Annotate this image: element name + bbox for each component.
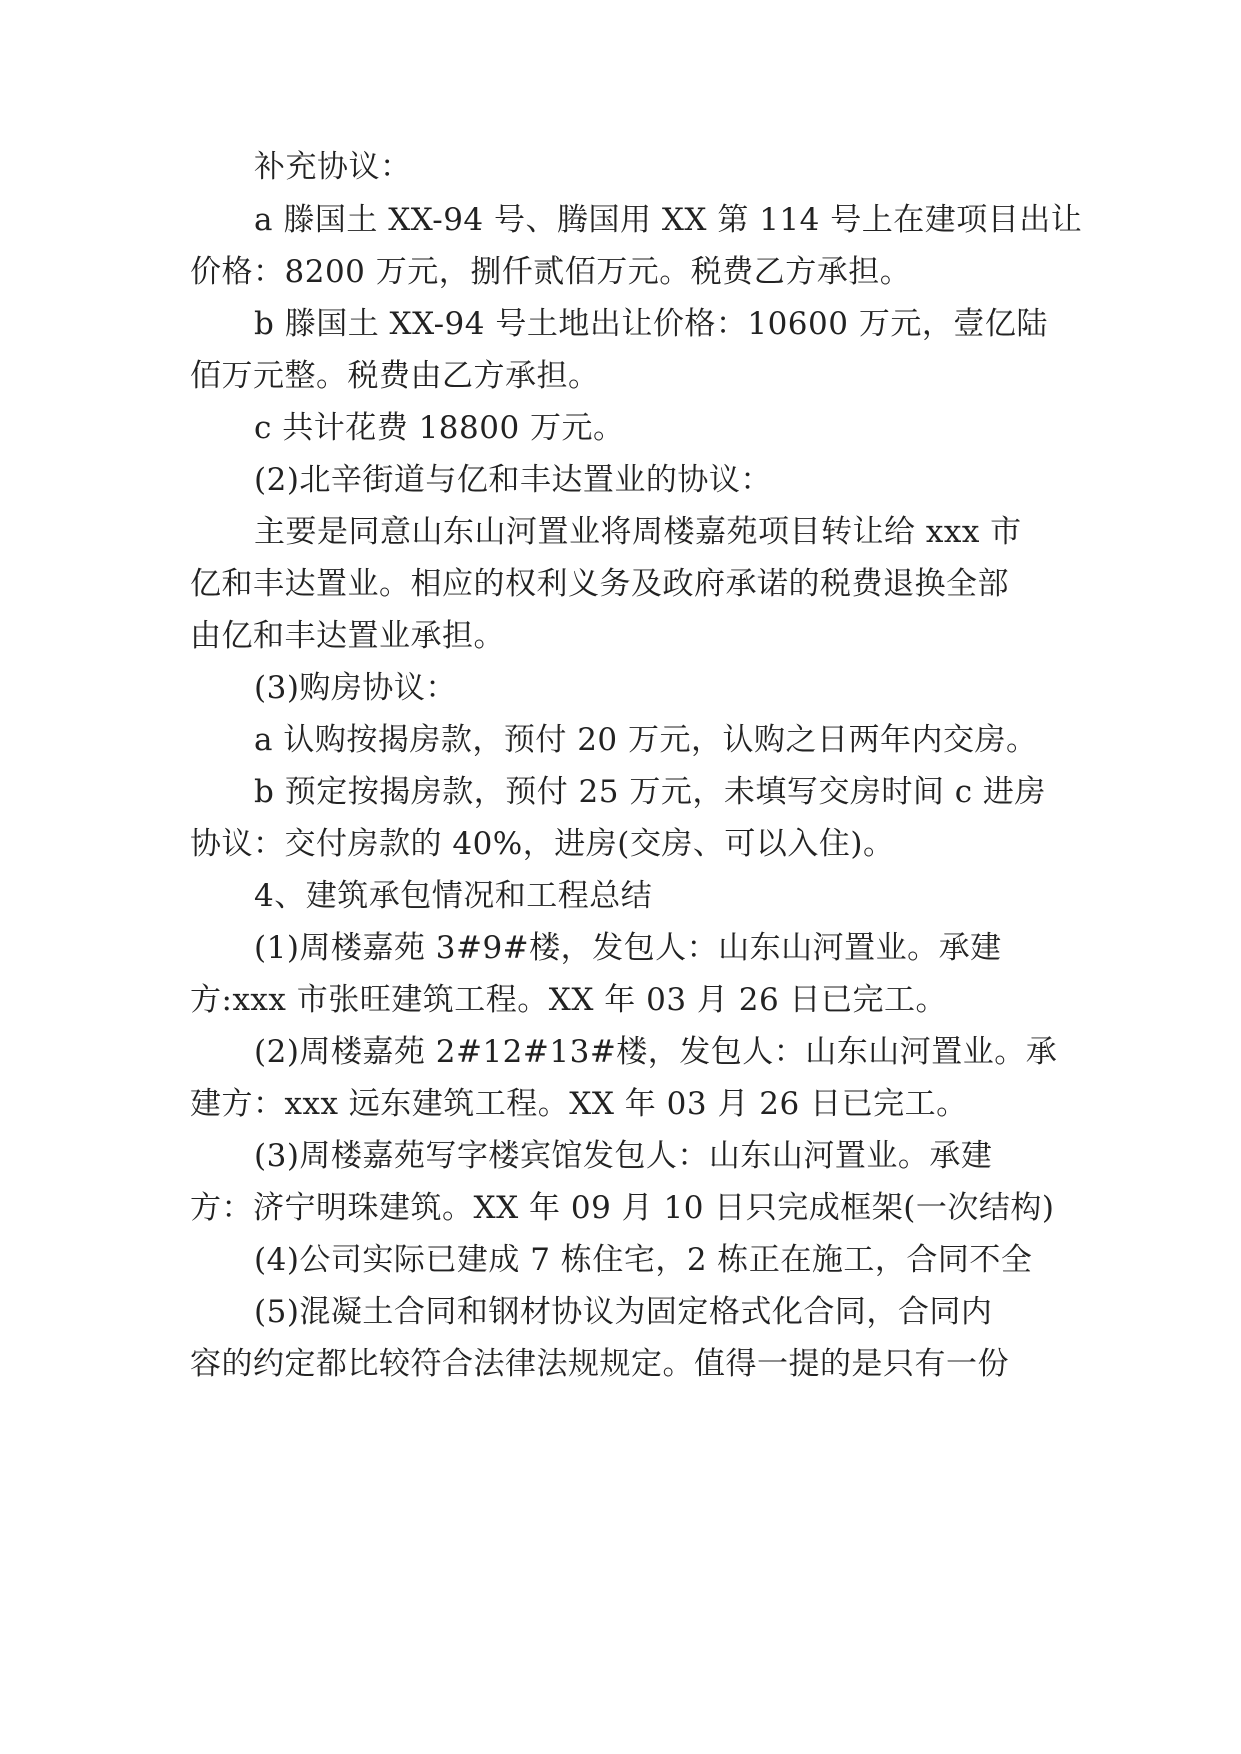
text-line: 方：济宁明珠建筑。XX 年 09 月 10 日只完成框架(一次结构) [190, 1190, 1055, 1226]
text-line: (5)混凝土合同和钢材协议为固定格式化合同，合同内 [254, 1294, 993, 1330]
text-line: 容的约定都比较符合法律法规规定。值得一提的是只有一份 [190, 1346, 1009, 1382]
text-line: (2)北辛街道与亿和丰达置业的协议： [254, 462, 772, 498]
text-line: 亿和丰达置业。相应的权利义务及政府承诺的税费退换全部 [190, 566, 1009, 602]
text-line: 4、建筑承包情况和工程总结 [254, 878, 653, 914]
text-line: c 共计花费 18800 万元。 [254, 410, 625, 446]
text-line: 主要是同意山东山河置业将周楼嘉苑项目转让给 xxx 市 [254, 514, 1022, 550]
text-line: (3)周楼嘉苑写字楼宾馆发包人：山东山河置业。承建 [254, 1138, 993, 1174]
text-line: (1)周楼嘉苑 3#9#楼，发包人：山东山河置业。承建 [254, 930, 1002, 966]
text-line: a 认购按揭房款，预付 20 万元，认购之日两年内交房。 [254, 722, 1038, 758]
text-line: 价格：8200 万元，捌仟贰佰万元。税费乙方承担。 [190, 254, 912, 290]
text-line: (4)公司实际已建成 7 栋住宅，2 栋正在施工，合同不全 [254, 1242, 1033, 1278]
text-line: 建方：xxx 远东建筑工程。XX 年 03 月 26 日已完工。 [190, 1086, 968, 1122]
text-line: (2)周楼嘉苑 2#12#13#楼，发包人：山东山河置业。承 [254, 1034, 1058, 1070]
text-line: 由亿和丰达置业承担。 [190, 618, 505, 654]
text-line: 方:xxx 市张旺建筑工程。XX 年 03 月 26 日已完工。 [190, 982, 948, 1018]
text-line: (3)购房协议： [254, 670, 457, 706]
text-line: 协议：交付房款的 40%，进房(交房、可以入住)。 [190, 826, 895, 862]
text-line: b 预定按揭房款，预付 25 万元，未填写交房时间 c 进房 [254, 774, 1046, 810]
text-line: a 滕国土 XX-94 号、腾国用 XX 第 114 号上在建项目出让 [254, 202, 1083, 238]
text-line: 佰万元整。税费由乙方承担。 [190, 358, 600, 394]
text-line: b 滕国土 XX-94 号土地出让价格：10600 万元，壹亿陆 [254, 306, 1048, 342]
text-line: 补充协议： [254, 149, 412, 185]
